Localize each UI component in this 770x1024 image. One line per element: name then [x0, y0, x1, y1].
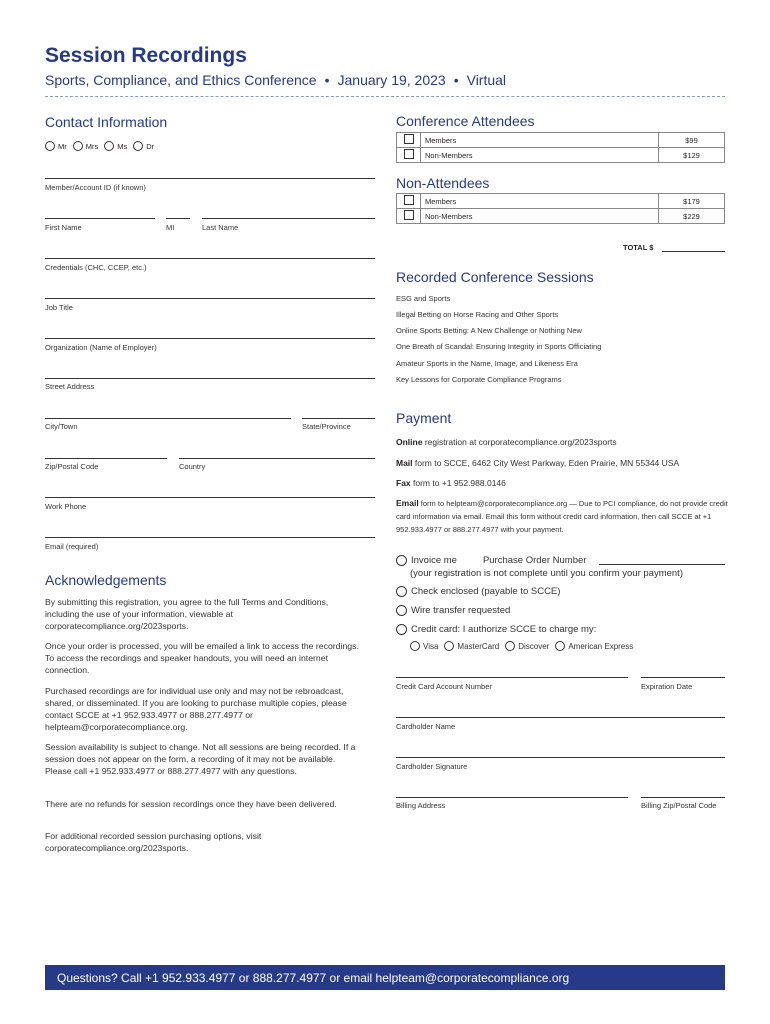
session-item: Online Sports Betting: A New Challenge or Nothing New	[396, 326, 582, 335]
first-name-label: First Name	[45, 223, 82, 232]
price-label: Non-Members	[421, 148, 659, 163]
po-number-field[interactable]	[599, 564, 725, 565]
street-field[interactable]	[45, 378, 375, 379]
ack-paragraph: Once your order is processed, you will be emailed a link to access the recordings. To access the recordings and speaker handouts, you will need an internet connection.	[45, 641, 359, 675]
state-label: State/Province	[302, 422, 351, 431]
radio-button[interactable]	[133, 141, 143, 151]
organization-field[interactable]	[45, 338, 375, 339]
checkbox[interactable]	[404, 195, 414, 205]
price-label: Members	[421, 133, 659, 148]
cardholder-signature-label: Cardholder Signature	[396, 762, 468, 771]
questions-footer	[45, 965, 725, 990]
checkbox[interactable]	[404, 134, 414, 144]
country-label: Country	[179, 462, 206, 471]
conference-name: Sports, Compliance, and Ethics Conference	[45, 72, 317, 88]
billing-address-label: Billing Address	[396, 801, 446, 810]
po-label: Purchase Order Number	[482, 555, 587, 566]
header-divider	[45, 96, 725, 97]
session-item: Key Lessons for Corporate Compliance Programs	[396, 375, 562, 384]
payment-heading: Payment	[396, 410, 452, 426]
radio-button[interactable]	[73, 141, 83, 151]
ack-paragraph: Session availability is subject to change. Not all sessions are being recorded. If a session does not appear on the form, a recording of it may not be available. Please call +1 952.933.4977 or 888.277.4977 with any questions.	[45, 742, 356, 776]
invoice-note: (your registration is not complete until you confirm your payment)	[410, 568, 683, 579]
conference-date: January 19, 2023	[337, 72, 446, 88]
cc-number-field[interactable]	[396, 677, 628, 678]
page-title: Session Recordings	[45, 44, 247, 67]
price-label: Members	[421, 194, 659, 209]
footer-text: Questions? Call +1 952.933.4977 or 888.277.4977 or email helpteam@corporatecompliance.org	[57, 970, 570, 985]
attendees-heading: Conference Attendees	[396, 113, 535, 129]
last-name-label: Last Name	[202, 223, 239, 232]
session-item: ESG and Sports	[396, 294, 451, 303]
session-item: Illegal Betting on Horse Racing and Other Sports	[396, 310, 559, 319]
street-label: Street Address	[45, 382, 95, 391]
city-field[interactable]	[45, 418, 291, 419]
zip-label: Zip/Postal Code	[45, 462, 99, 471]
mi-label: MI	[166, 223, 175, 232]
job-title-label: Job Title	[45, 303, 73, 312]
work-phone-label: Work Phone	[45, 502, 87, 511]
radio-button[interactable]	[45, 141, 55, 151]
email-field[interactable]	[45, 537, 375, 538]
cardholder-name-label: Cardholder Name	[396, 722, 456, 731]
work-phone-field[interactable]	[45, 497, 375, 498]
salutation-group	[45, 141, 160, 151]
expiration-label: Expiration Date	[641, 682, 693, 691]
checkbox[interactable]	[404, 149, 414, 159]
ack-paragraph: For additional recorded session purchasing options, visit corporatecompliance.org/2023sports.	[45, 831, 262, 853]
price-amount: $229	[659, 209, 725, 224]
credit-card-option[interactable]: Credit card: I authorize SCCE to charge my:	[396, 624, 596, 635]
wire-option[interactable]: Wire transfer requested	[396, 605, 510, 616]
card-discover[interactable]: Discover	[505, 641, 549, 651]
card-amex[interactable]: American Express	[555, 641, 633, 651]
cardholder-name-field[interactable]	[396, 717, 725, 718]
card-mastercard[interactable]: MasterCard	[444, 641, 499, 651]
payment-online: Online registration at corporatecompliance.org/2023sports	[396, 437, 617, 447]
radio-button[interactable]	[396, 555, 407, 566]
radio-button[interactable]	[104, 141, 114, 151]
radio-button[interactable]	[396, 624, 407, 635]
total-field[interactable]	[662, 251, 725, 252]
billing-zip-field[interactable]	[641, 797, 725, 798]
email-label: Email (required)	[45, 542, 99, 551]
price-amount: $179	[659, 194, 725, 209]
payment-mail: Mail form to SCCE, 6462 City West Parkway, Eden Prairie, MN 55344 USA	[396, 458, 680, 468]
radio-button[interactable]	[396, 586, 407, 597]
price-row[interactable]	[397, 148, 725, 163]
country-field[interactable]	[179, 458, 375, 459]
ack-paragraph: By submitting this registration, you agree to the full Terms and Conditions, including the use of your information, viewable at corporatecompliance.org/2023sports.	[45, 597, 329, 631]
member-id-field[interactable]	[45, 178, 375, 179]
checkbox[interactable]	[404, 210, 414, 220]
separator-dot: •	[324, 72, 330, 88]
conference-subtitle	[45, 72, 506, 88]
expiration-field[interactable]	[641, 677, 725, 678]
total-label: TOTAL $	[623, 243, 654, 252]
check-option[interactable]: Check enclosed (payable to SCCE)	[396, 586, 560, 597]
zip-field[interactable]	[45, 458, 167, 459]
state-field[interactable]	[302, 418, 375, 419]
billing-zip-label: Billing Zip/Postal Code	[641, 801, 717, 810]
price-row[interactable]	[397, 209, 725, 224]
first-name-field[interactable]	[45, 218, 155, 219]
card-visa[interactable]: Visa	[410, 641, 438, 651]
ack-paragraph: There are no refunds for session recordings once they have been delivered.	[45, 799, 337, 809]
price-amount: $129	[659, 148, 725, 163]
radio-button[interactable]	[396, 605, 407, 616]
price-amount: $99	[659, 133, 725, 148]
payment-fax: Fax form to +1 952.988.0146	[396, 478, 506, 488]
salutation-dr[interactable]: Dr	[133, 141, 154, 151]
non-attendees-heading: Non-Attendees	[396, 175, 490, 191]
last-name-field[interactable]	[202, 218, 375, 219]
cardholder-signature-field[interactable]	[396, 757, 725, 758]
salutation-mr[interactable]: Mr	[45, 141, 67, 151]
member-id-label: Member/Account ID (if known)	[45, 183, 146, 192]
cc-number-label: Credit Card Account Number	[396, 682, 492, 691]
price-row[interactable]	[397, 194, 725, 209]
salutation-ms[interactable]: Ms	[104, 141, 127, 151]
attendees-price-table	[396, 132, 725, 163]
billing-address-field[interactable]	[396, 797, 628, 798]
radio-button[interactable]	[444, 641, 454, 651]
non-attendees-price-table	[396, 193, 725, 224]
job-title-field[interactable]	[45, 298, 375, 299]
conference-format: Virtual	[466, 72, 507, 88]
sessions-heading: Recorded Conference Sessions	[396, 269, 594, 285]
separator-dot: •	[453, 72, 459, 88]
credentials-field[interactable]	[45, 258, 375, 259]
acknowledgements-heading: Acknowledgements	[45, 572, 167, 588]
invoice-option[interactable]: Invoice me Purchase Order Number	[396, 555, 586, 566]
radio-button[interactable]	[555, 641, 565, 651]
price-row[interactable]	[397, 133, 725, 148]
credentials-label: Credentials (CHC, CCEP, etc.)	[45, 263, 147, 272]
contact-heading: Contact Information	[45, 114, 168, 130]
salutation-mrs[interactable]: Mrs	[73, 141, 99, 151]
mi-field[interactable]	[166, 218, 190, 219]
session-item: Amateur Sports in the Name, Image, and Likeness Era	[396, 359, 578, 368]
organization-label: Organization (Name of Employer)	[45, 343, 157, 352]
radio-button[interactable]	[505, 641, 515, 651]
payment-email: Email form to helpteam@corporatecompliance.org — Due to PCI compliance, do not provide credit card information via email. Email this form without credit card information, then call SCCE at +1 952.933.4977 or 888.277.4977 with your payment.	[396, 498, 728, 534]
city-label: City/Town	[45, 422, 78, 431]
ack-paragraph: Purchased recordings are for individual use only and may not be rebroadcast, shared, or disseminated. If you are looking to purchase multiple copies, please contact SCCE at +1 952.933.4977 or 888.277.4977 or helpteam@corporatecompliance.org.	[45, 686, 347, 732]
card-type-group	[410, 641, 633, 651]
radio-button[interactable]	[410, 641, 420, 651]
price-label: Non-Members	[421, 209, 659, 224]
session-item: One Breath of Scandal: Ensuring Integrity in Sports Officiating	[396, 342, 602, 351]
